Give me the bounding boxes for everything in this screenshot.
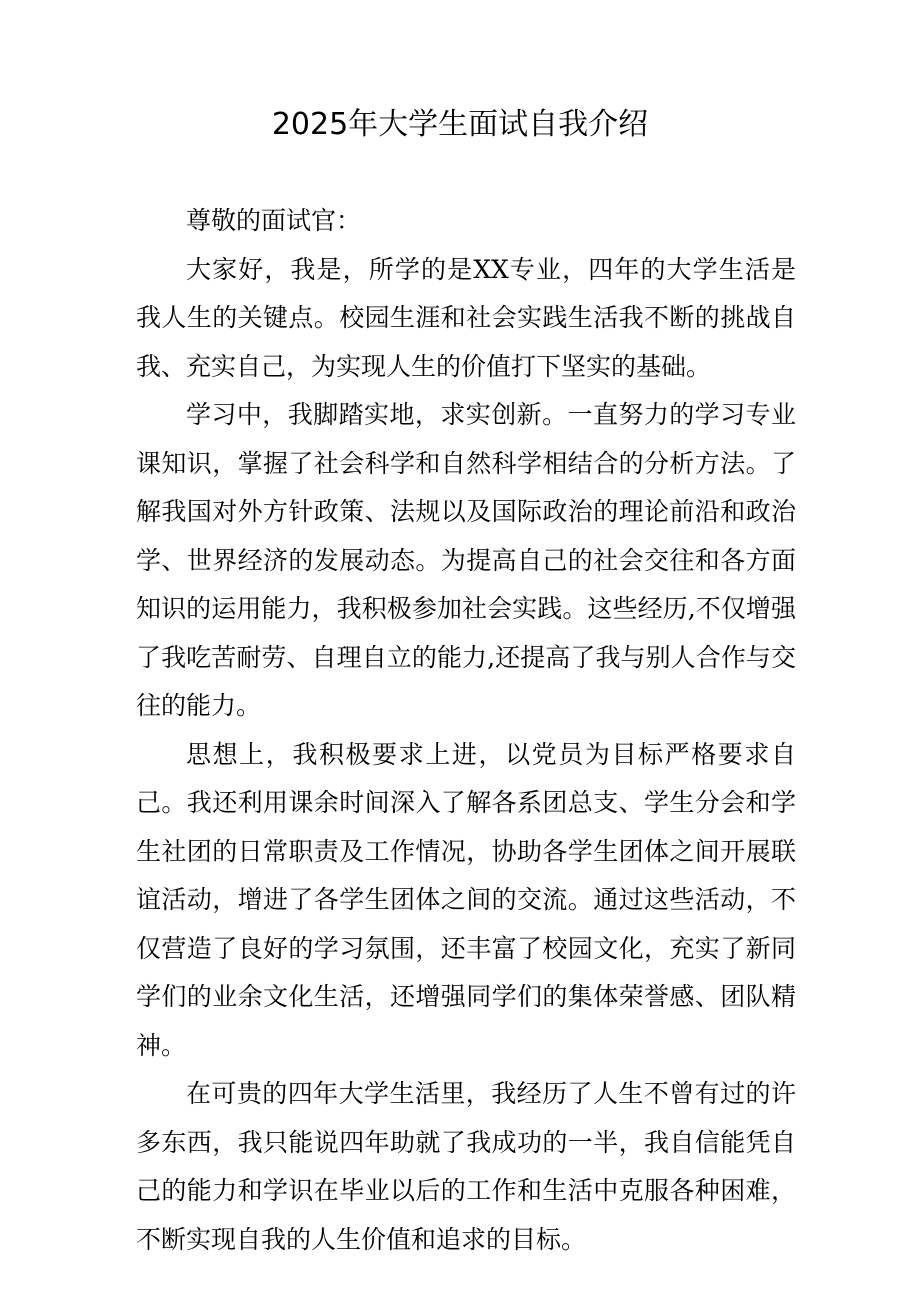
paragraph-intro: 大家好，我是，所学的是XX专业，四年的大学生活是我人生的关键点。校园生涯和社会实践生活我不断的挑战自我、充实自己，为实现人生的价值打下坚实的基础。: [136, 254, 796, 381]
paragraph-study: 学习中，我脚踏实地，求实创新。一直努力的学习专业课知识，掌握了社会科学和自然科学相结合的分析方法。了解我国对外方针政策、法规以及国际政治的理论前沿和政治学、世界经济的发展动态。为提高自己的社会交往和各方面知识的运用能力，我积极参加社会实践。这些经历,不仅增强了我吃苦耐劳、自理自立的能力,还提高了我与别人合作与交往的能力。: [136, 400, 796, 720]
salutation: 尊敬的面试官：: [186, 206, 362, 235]
document-title: 2025年大学生面试自我介绍: [271, 107, 649, 142]
paragraph-conclusion: 在可贵的四年大学生活里，我经历了人生不曾有过的许多东西，我只能说四年助就了我成功的一半，我自信能凭自己的能力和学识在毕业以后的工作和生活中克服各种困难，不断实现自我的人生价值和追求的目标。: [136, 1079, 796, 1254]
document-body: [136, 197, 796, 1264]
paragraph-ideology: 思想上，我积极要求上进，以党员为目标严格要求自己。我还利用课余时间深入了解各系团总支、学生分会和学生社团的日常职责及工作情况，协助各学生团体之间开展联谊活动，增进了各学生团体之间的交流。通过这些活动，不仅营造了良好的学习氛围，还丰富了校园文化，充实了新同学们的业余文化生活，还增强同学们的集体荣誉感、团队精神。: [136, 739, 796, 1060]
